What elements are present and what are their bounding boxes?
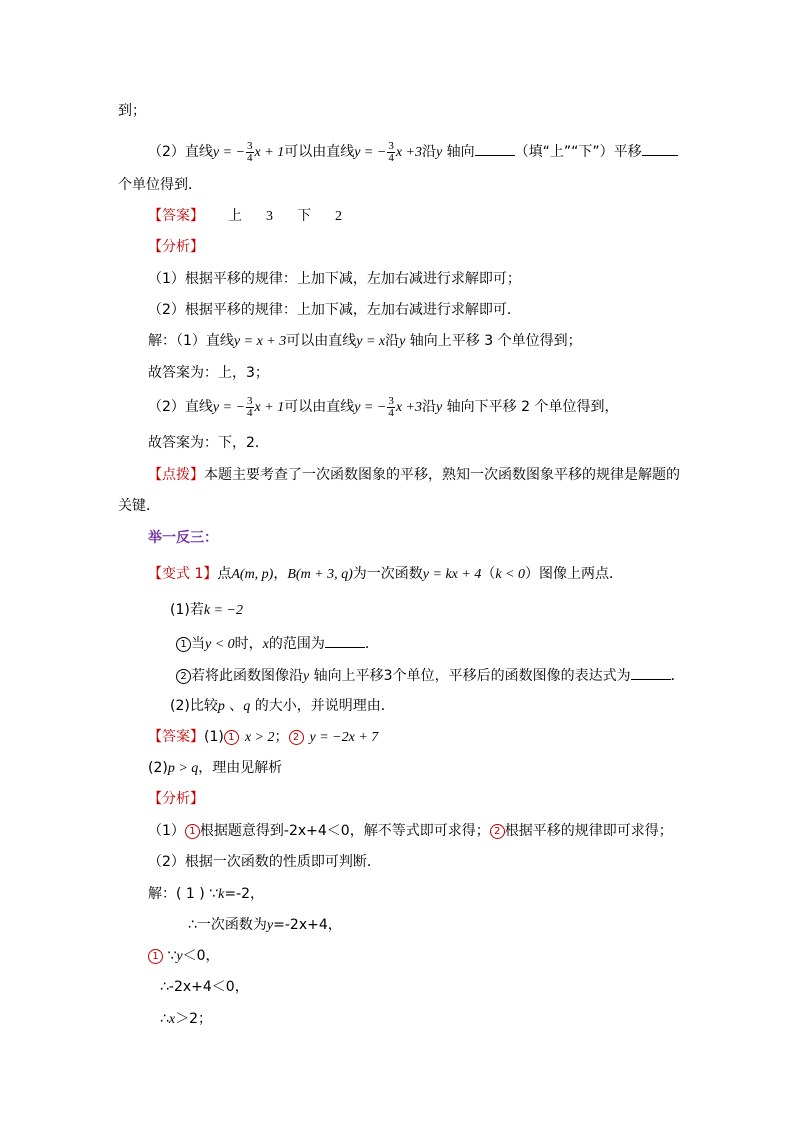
sub-question-line: (1)若k = −2 bbox=[170, 602, 243, 618]
solution-line: 解：( 1 ) ∵k=-2， bbox=[148, 886, 265, 902]
math-expression: p > q bbox=[167, 761, 199, 776]
fraction: $\frac{3}{4}$ bbox=[247, 139, 253, 164]
solution-line: 1 ∵y＜0， bbox=[148, 946, 220, 967]
tip-label: 【点拨】 bbox=[148, 467, 204, 483]
analysis-label: 【分析】 bbox=[148, 791, 204, 807]
text-line: 关键． bbox=[118, 498, 160, 514]
answer-line: 【答案】(1) 1 x > 2； 2 y = −2x + 7 bbox=[148, 729, 379, 745]
solution-line: （2）直线y = − $\frac{3}{4}$ x + 1可以由直线y = − $\frac{3}{4}$ x +3沿y 轴向下平移 2 个单位得到， bbox=[148, 394, 619, 419]
text-line: 个单位得到． bbox=[118, 177, 202, 193]
circled-number: 2 bbox=[490, 824, 505, 839]
fraction: $\frac{3}{4}$ bbox=[388, 394, 394, 419]
text-line: （2）根据一次函数的性质即可判断． bbox=[148, 854, 381, 870]
circled-number: 1 bbox=[185, 824, 200, 839]
math-expression: y < 0 bbox=[205, 637, 235, 652]
analysis-label: 【分析】 bbox=[148, 239, 204, 255]
math-expression: x > 2 bbox=[244, 730, 275, 745]
math-expression: x + 1 bbox=[254, 400, 285, 415]
solution-line: ∴-2x+4＜0， bbox=[160, 979, 249, 995]
sub-question-line: 2 若将此函数图像沿y 轴向上平移3个单位，平移后的函数图像的表达式为 ． bbox=[176, 665, 685, 687]
math-expression: y = − bbox=[212, 145, 246, 160]
text-line: （1）根据平移的规律：上加下减，左加右减进行求解即可； bbox=[148, 271, 521, 287]
math-expression: y = kx + 4 bbox=[422, 567, 482, 582]
question-2-line: （2）直线y = − $\frac{3}{4}$ x + 1可以由直线y = − $\frac{3}{4}$ x +3沿y 轴向 （填“上”“下”）平移 bbox=[148, 138, 678, 167]
fraction: $\frac{3}{4}$ bbox=[247, 394, 253, 419]
variant-label: 【变式 1】 bbox=[148, 566, 218, 582]
text-line: 到； bbox=[118, 103, 146, 119]
math-expression: B(m + 3, q) bbox=[287, 567, 353, 582]
text-line: 故答案为：上，3； bbox=[148, 365, 269, 381]
answer-blank bbox=[475, 141, 515, 156]
solution-line: ∴x＞2； bbox=[160, 1011, 213, 1027]
text-line: 故答案为：下，2． bbox=[148, 435, 269, 451]
math-expression: y = − bbox=[354, 145, 387, 160]
section-heading: 举一反三： bbox=[148, 530, 218, 546]
answer-line: (2)p > q，理由见解析 bbox=[148, 760, 283, 776]
math-expression: y = x + 3 bbox=[233, 334, 287, 349]
math-expression: k = −2 bbox=[203, 603, 243, 618]
circled-number: 2 bbox=[176, 669, 191, 684]
math-expression: y = x bbox=[356, 334, 386, 349]
solution-line: ∴一次函数为y=-2x+4， bbox=[188, 917, 342, 933]
text-line: （1） 1 根据题意得到-2x+4＜0，解不等式即可求得； 2 根据平移的规律即可求得； bbox=[148, 823, 673, 839]
math-expression: y = −2x + 7 bbox=[309, 730, 379, 745]
answer-label: 【答案】 bbox=[148, 208, 204, 224]
variant-question-line: 【变式 1】点A(m, p)，B(m + 3, q)为一次函数y = kx + 4（k < 0）图像上两点． bbox=[148, 566, 624, 582]
circled-number: 1 bbox=[224, 730, 239, 745]
math-expression: x +3 bbox=[395, 400, 422, 415]
math-expression: y = − bbox=[212, 400, 246, 415]
text-line: （2）根据平移的规律：上加下减，左加右减进行求解即可． bbox=[148, 302, 521, 318]
circled-number: 2 bbox=[289, 730, 304, 745]
answer-label: 【答案】 bbox=[148, 729, 204, 745]
sub-question-line: (2)比较p 、q 的大小，并说明理由． bbox=[170, 698, 395, 714]
math-expression: y = − bbox=[354, 400, 387, 415]
math-expression: k < 0 bbox=[495, 567, 526, 582]
circled-number: 1 bbox=[148, 949, 163, 964]
answer-line: 【答案】 上 3 下 2 bbox=[148, 208, 342, 224]
answer-blank bbox=[642, 141, 678, 156]
math-expression: x + 1 bbox=[254, 145, 285, 160]
answer-blank bbox=[325, 633, 365, 648]
math-expression: x +3 bbox=[395, 145, 422, 160]
sub-question-line: 1 当y < 0时，x的范围为 ． bbox=[176, 633, 379, 655]
circled-number: 1 bbox=[176, 637, 191, 652]
fraction: $\frac{3}{4}$ bbox=[388, 139, 394, 164]
answer-blank bbox=[631, 665, 671, 680]
tip-line: 【点拨】本题主要考查了一次函数图象的平移，熟知一次函数图象平移的规律是解题的 bbox=[148, 467, 680, 483]
solution-line: 解：（1）直线y = x + 3可以由直线y = x沿y 轴向上平移 3 个单位得到； bbox=[148, 333, 582, 349]
math-expression: A(m, p) bbox=[231, 567, 274, 582]
